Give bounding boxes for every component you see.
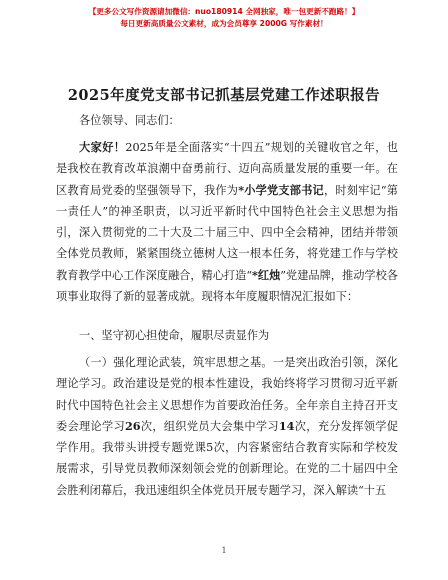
- salutation: 各位领导、同志们：: [79, 114, 180, 127]
- intro-text-3: ”党建品牌，推动学校各项事业取得了新的显著成就。现将本年度履职情况汇报如下：: [56, 268, 398, 304]
- promo-banner-line-2: 每日更新高质量公文素材，成为会员尊享 2000G 写作素材！: [120, 19, 328, 28]
- document-title: 2025年度党支部书记抓基层党建工作述职报告: [67, 87, 381, 104]
- theory-text-3: 次，充分发挥领学促学作用。我带头讲授专题党课5次，内容紧密结合教育实际和学校发展需求，引导党员教师深刻领会党的创新理论。在党的二十届四中全会胜利闭幕后，我迅速组织全体党员开展专题学习，深入解读“十五: [56, 419, 398, 497]
- theory-text-2: 次，组织党员大会集中学习: [140, 419, 279, 433]
- promo-banner: [0, 6, 448, 30]
- meeting-count: 26: [125, 418, 141, 433]
- paragraph-intro: [56, 137, 398, 307]
- theory-text-1: （一）强化理论武装，筑牢思想之基。一是突出政治引领，深化理论学习。政治建设是党的根本性建设，我始终将学习贯彻习近平新时代中国特色社会主义思想作为首要政治任务。全年亲自主持召开支委会理论学习: [56, 356, 398, 433]
- paragraph-theory-study: [56, 352, 398, 501]
- page-number: 1: [221, 546, 227, 555]
- role-name: *小学党支部书记: [238, 182, 324, 197]
- assembly-count: 14: [278, 418, 295, 433]
- promo-banner-line-1: 【更多公文写作资源请加微信：nuo180914 全网独家，唯一包更新不跑路！】: [88, 7, 360, 16]
- brand-name: *红烛: [252, 267, 281, 282]
- intro-text-1: 2025年是全面落实“十四五”规划的关键收官之年，也是我校在教育改革浪潮中奋勇前行、迈向高质量发展的重要一年。在区教育局党委的坚强领导下，我作为: [56, 141, 398, 197]
- section-heading-1: 一、坚守初心担使命，履职尽责显作为: [79, 329, 270, 342]
- intro-text-2: ，时刻牢记“第一责任人”的神圣职责，以习近平新时代中国特色社会主义思想为指引，深入贯彻党的二十大及二十届三中、四中全会精神，团结并带领全体党员教师，紧紧围绕立德树人这一根本任务，将党建工作与学校教育教学中心工作深度融合，精心打造“: [56, 183, 398, 282]
- greeting: 大家好！: [79, 140, 126, 154]
